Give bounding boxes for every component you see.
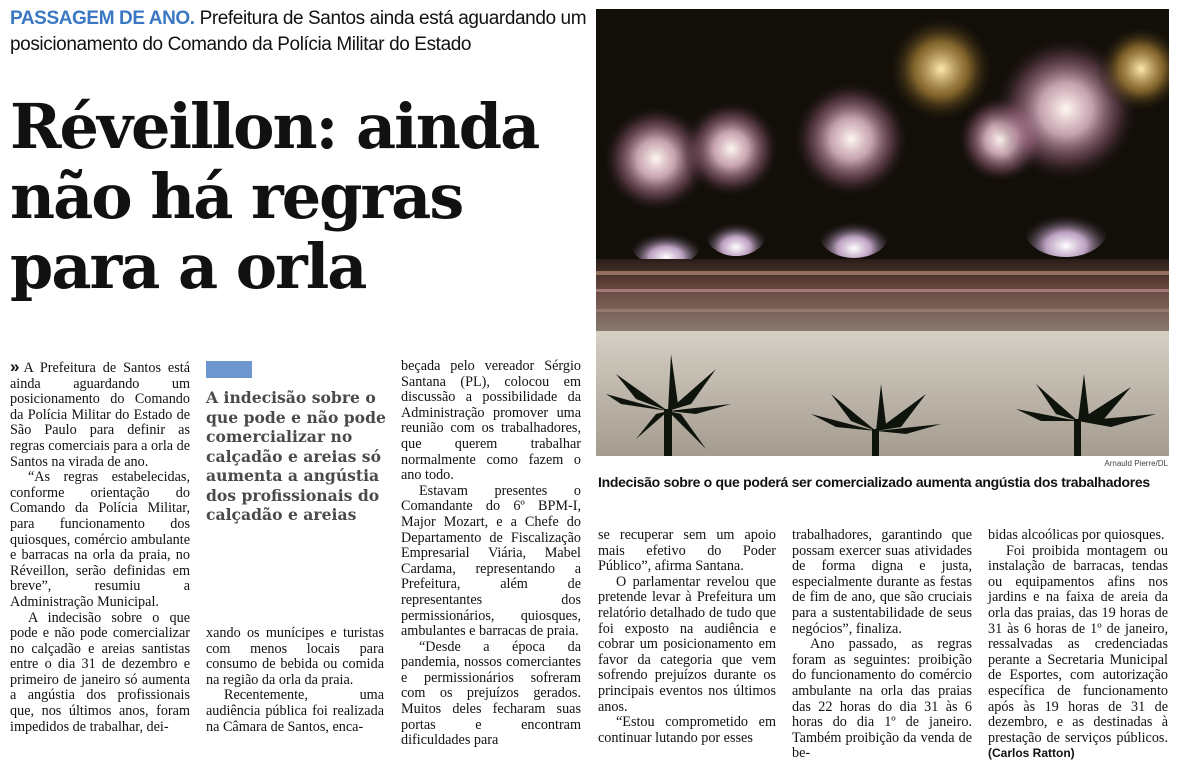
- article-column-4: [598, 528, 776, 746]
- article-column-2: [206, 626, 384, 735]
- kicker-text: Prefeitura de Santos ainda está aguardando um posicionamento do Comando da Polícia Militar do Estado: [10, 8, 587, 55]
- article-column-6: [988, 528, 1168, 762]
- chevron-icon: »: [10, 357, 20, 376]
- paragraph: [10, 359, 190, 470]
- paragraph: O parlamentar revelou que pretende levar à Prefeitura um relatório detalhado de tudo que foi exposto na audiência e cobrar um posicionamento em favor da categoria que vem sofrendo prejuízos durante os principais eventos nos últimos anos.: [598, 573, 776, 715]
- fireworks-photo: [596, 9, 1169, 456]
- paragraph: Estavam presentes o Comandante do 6º BPM-I, Major Mozart, e a Chefe do Departamento de Fiscalização Empresarial Viária, Mabel Cardama, representando a Prefeitura, além de representantes dos permissionários, quiosques, ambulantes e barracas de praia.: [401, 482, 581, 640]
- paragraph: Ano passado, as regras foram as seguintes: proibição do funcionamento do comércio ambulante na orla das praias das 22 horas do dia 31 às 6 horas do dia 1º de janeiro. Também proibição da venda de be-: [792, 636, 972, 762]
- article-kicker: [10, 6, 590, 58]
- paragraph: A indecisão sobre o que pode e não pode comercializar no calçadão e areias santistas entre o dia 31 de dezembro e primeiro de janeiro só aumenta a angústia dos profissionais que, nos últimos anos, foram impedidos de trabalhar, dei-: [10, 609, 190, 735]
- kicker-tag: PASSAGEM DE ANO.: [10, 8, 195, 29]
- firework-burst: [791, 79, 911, 199]
- article-column-1: [10, 359, 190, 735]
- photo-credit: Arnauld Pierre/DL: [1104, 459, 1168, 468]
- author-signature: (Carlos Ratton): [988, 746, 1075, 761]
- paragraph: “As regras estabelecidas, conforme orientação do Comando da Polícia Militar, para funcionamento dos quiosques, comércio ambulante e barracas na orla da praia, no Réveillon, serão definidas em breve”, resumiu a Administração Municipal.: [10, 469, 190, 610]
- paragraph-text: Foi proibida montagem ou instalação de barracas, tendas ou equipamentos afins nos jardins e na faixa de areia da orla das praias, das 19 horas de 31 às 6 horas de 1º de janeiro, ressalvadas as credenciadas perante a Secretaria Municipal de Esportes, com autorização específica de funcionamento após às 19 horas de 31 de dezembro, e as destinadas à prestação de serviços públicos.: [988, 542, 1168, 746]
- paragraph: xando os munícipes e turistas com menos locais para consumo de bebida ou comida na região da orla da praia.: [206, 625, 384, 688]
- photo-caption: Indecisão sobre o que poderá ser comercializado aumenta angústia dos trabalhadores: [598, 474, 1150, 490]
- sea-reflection: [596, 309, 1169, 312]
- paragraph: Recentemente, uma audiência pública foi realizada na Câmara de Santos, enca-: [206, 687, 384, 735]
- article-headline: Réveillon: ainda não há regras para a orla: [10, 90, 539, 303]
- paragraph: trabalhadores, garantindo que possam exercer suas atividades de forma digna e justa, especialmente durante as festas de fim de ano, que são cruciais para a sustentabilidade de seus negócios”, finaliza.: [792, 527, 972, 637]
- paragraph: beçada pelo vereador Sérgio Santana (PL), colocou em discussão a possibilidade da Administração promover uma reunião com os trabalhadores, que querem trabalhar normalmente como fazem o ano todo.: [401, 358, 581, 484]
- firework-fountain: [819, 210, 889, 258]
- paragraph-text: A Prefeitura de Santos está ainda aguardando um posicionamento do Comando da Polícia Militar do Estado de São Paulo para definir as regras comerciais para a orla de Santos na virada de ano.: [10, 360, 190, 470]
- pullquote: A indecisão sobre o que pode e não pode comercializar no calçadão e areias só aumenta a angústia dos profissionais do calçadão e areias: [206, 388, 386, 524]
- article-column-5: [792, 528, 972, 762]
- sea: [596, 259, 1169, 334]
- firework-fountain: [706, 212, 766, 256]
- sea-reflection: [596, 289, 1169, 292]
- firework-fountain: [1024, 201, 1108, 257]
- article-column-3: [401, 359, 581, 749]
- sea-reflection: [596, 271, 1169, 275]
- paragraph: “Desde a época da pandemia, nossos comerciantes e permissionários sofreram com os prejuízos gerados. Muitos deles fecharam suas portas e encontram dificuldades para: [401, 638, 581, 749]
- paragraph: “Estou comprometido em continuar lutando por esses: [598, 714, 776, 746]
- paragraph: bidas alcoólicas por quiosques.: [988, 527, 1165, 543]
- paragraph: se recuperar sem um apoio mais efetivo do Poder Público”, afirma Santana.: [598, 527, 776, 575]
- firework-burst: [681, 99, 781, 199]
- pullquote-accent-bar: [206, 361, 252, 378]
- paragraph: [988, 544, 1168, 762]
